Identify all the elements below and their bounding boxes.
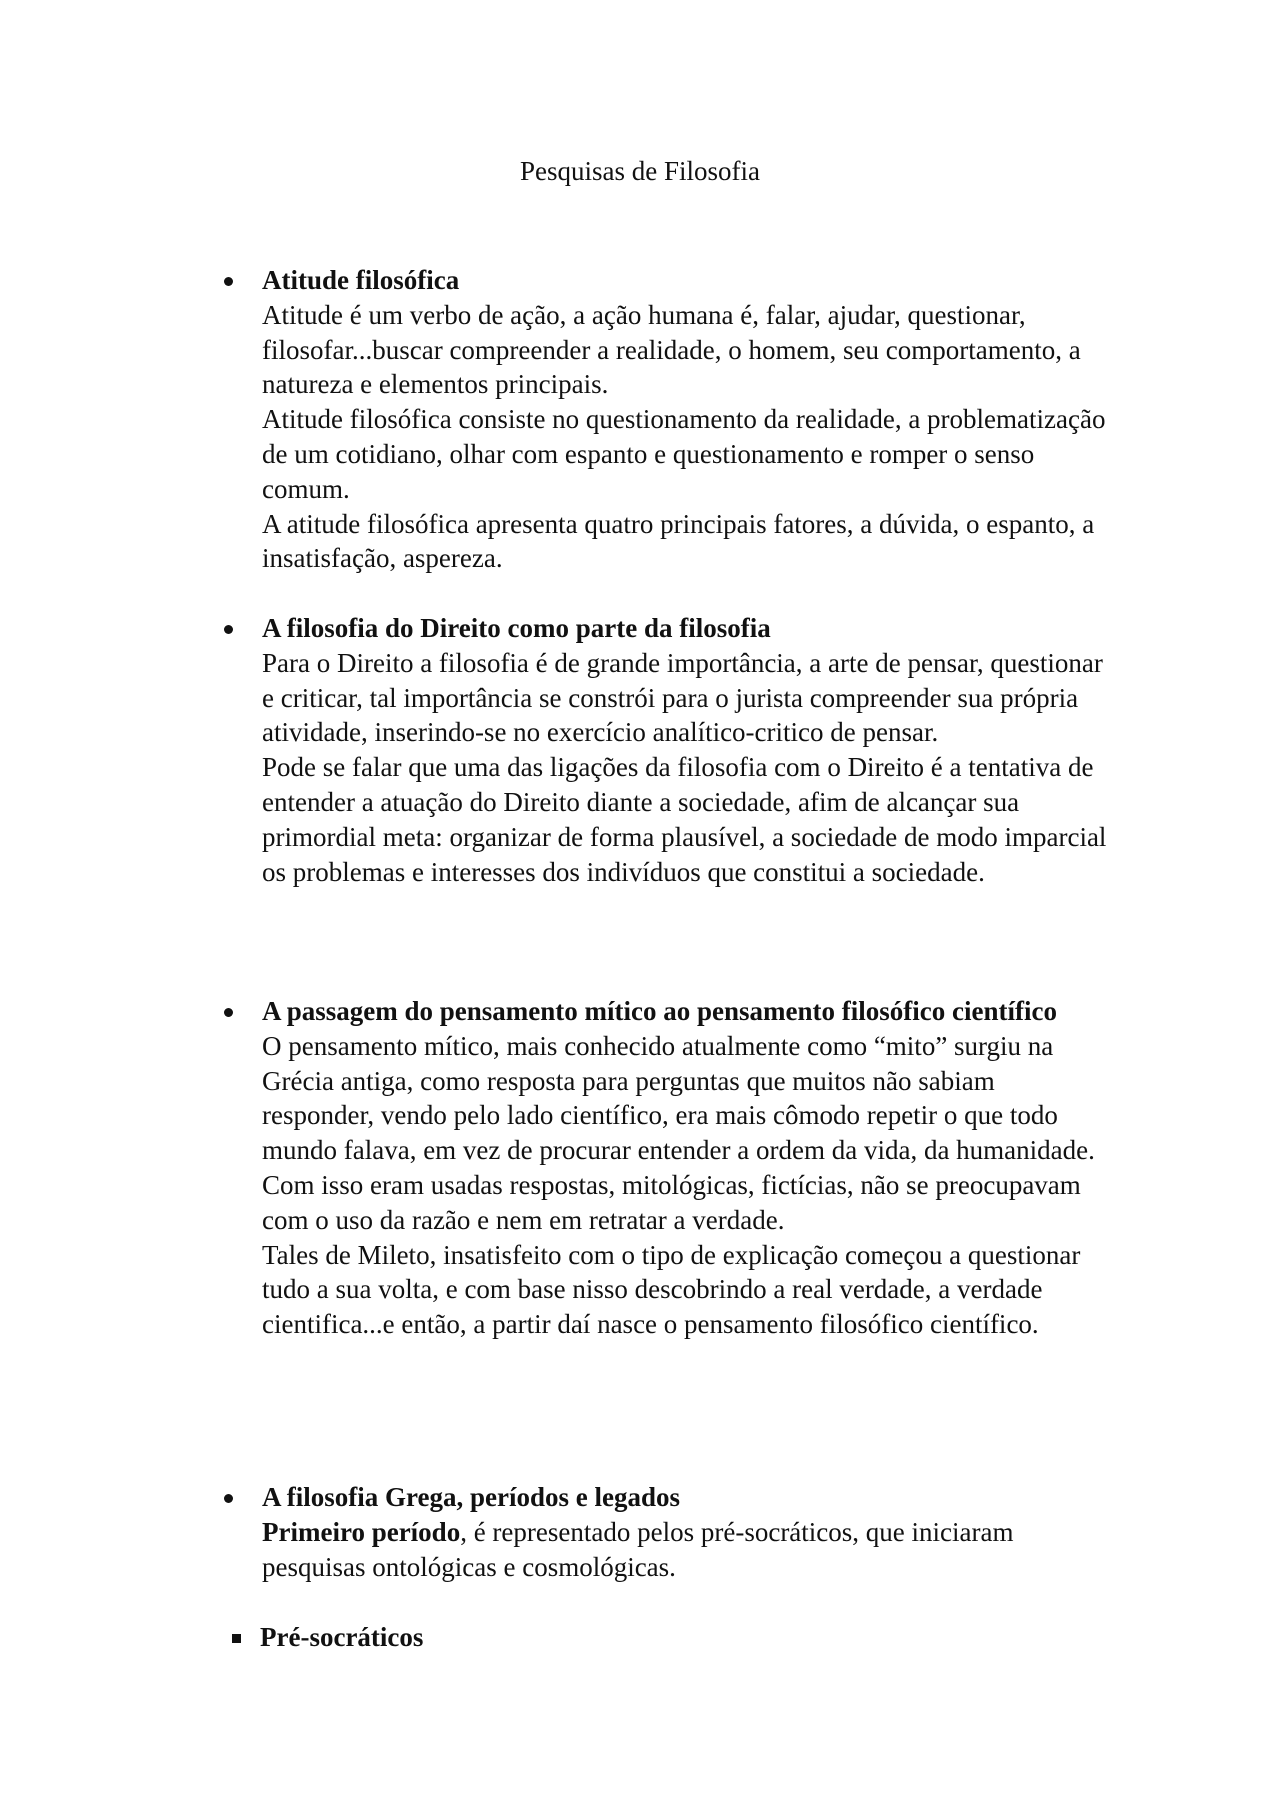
section-paragraph: O pensamento mítico, mais conhecido atualmente como “mito” surgiu na Grécia antiga, como resposta para perguntas que muitos não sabiam responder, vendo pelo lado científico, era mais cômodo repetir o que todo mundo falava, em vez de procurar entender a ordem da vida, da humanidade. Com isso eram usadas respostas, mitológicas, fictícias, não se preocupavam com o uso da razão e nem em retratar a verdade. — [262, 1030, 1095, 1235]
sub-item-label: Pré-socráticos — [260, 1622, 424, 1652]
bullet-icon — [224, 1494, 233, 1503]
bullet-icon — [224, 277, 233, 286]
section-paragraph: Para o Direito a filosofia é de grande importância, a arte de pensar, questionar e criticar, tal importância se constrói para o jurista compreender sua própria atividade, inserindo-se no exercício analítico-critico de pensar. — [262, 647, 1103, 748]
section-paragraph: Atitude filosófica consiste no questionamento da realidade, a problematização de um cotidiano, olhar com espanto e questionamento e romper o senso comum. — [262, 404, 1106, 504]
section-heading: A filosofia Grega, períodos e legados — [262, 1482, 680, 1512]
section-paragraph: Atitude é um verbo de ação, a ação humana é, falar, ajudar, questionar, filosofar...buscar compreender a realidade, o homem, seu comportamento, a natureza e elementos principais. — [262, 299, 1081, 400]
section-heading: A filosofia do Direito como parte da filosofia — [262, 613, 771, 643]
section-pensamento-mitico — [262, 994, 1112, 1342]
square-bullet-icon — [232, 1634, 241, 1643]
section-atitude-filosofica — [262, 263, 1112, 576]
bullet-icon — [224, 625, 233, 634]
section-paragraph: Pode se falar que uma das ligações da filosofia com o Direito é a tentativa de entender a atuação do Direito diante a sociedade, afim de alcançar sua primordial meta: organizar de forma plausível, a sociedade de modo imparcial os problemas e interesses dos indivíduos que constitui a sociedade. — [262, 752, 1107, 887]
bold-lead: Primeiro período — [262, 1516, 461, 1547]
section-heading: Atitude filosófica — [262, 265, 460, 295]
bullet-icon — [224, 1008, 233, 1017]
section-heading: A passagem do pensamento mítico ao pensamento filosófico científico — [262, 996, 1057, 1026]
section-filosofia-grega — [262, 1480, 1112, 1584]
document-title: Pesquisas de Filosofia — [520, 156, 760, 186]
lead-rest: , é representado pelos pré-socráticos, que iniciaram pesquisas ontológicas e cosmológicas. — [262, 1516, 1014, 1582]
section-paragraph — [262, 1515, 1112, 1585]
sub-item-pre-socraticos — [260, 1620, 423, 1655]
section-filosofia-do-direito — [262, 611, 1112, 889]
section-paragraph: A atitude filosófica apresenta quatro principais fatores, a dúvida, o espanto, a insatisfação, aspereza. — [262, 508, 1095, 574]
section-paragraph: Tales de Mileto, insatisfeito com o tipo de explicação começou a questionar tudo a sua volta, e com base nisso descobrindo a real verdade, a verdade cientifica...e então, a partir daí nasce o pensamento filosófico científico. — [262, 1239, 1081, 1340]
